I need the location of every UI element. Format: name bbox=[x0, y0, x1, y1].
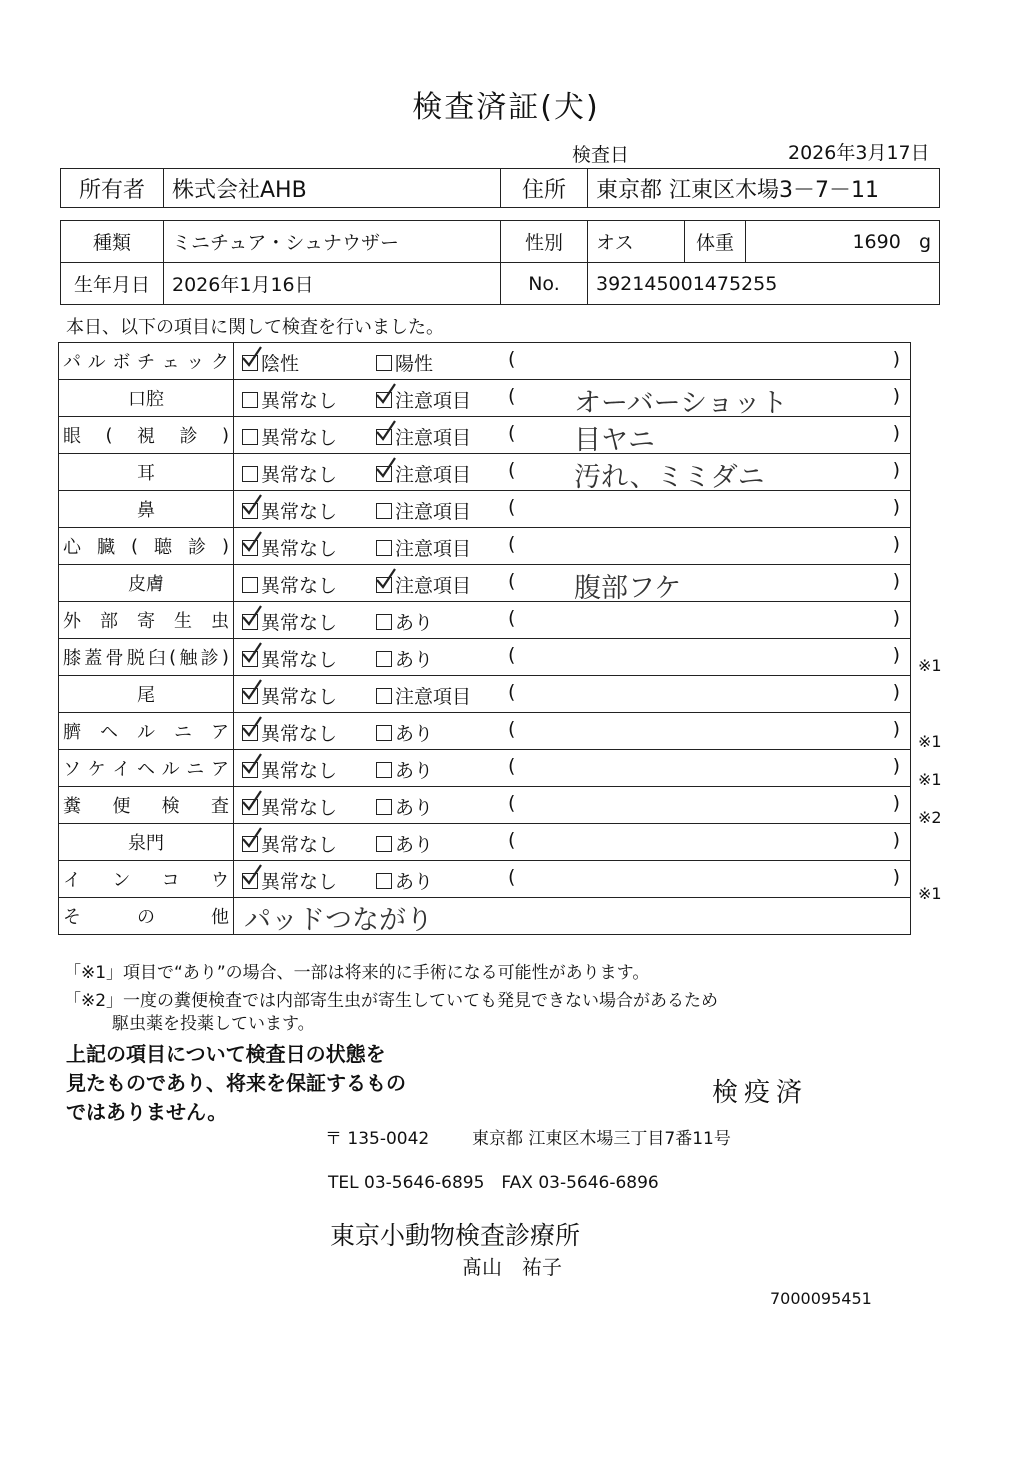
checkbox-icon bbox=[376, 836, 392, 852]
exam-item-result: 異常なし あり ( ) bbox=[234, 787, 911, 824]
clinic-name: 東京小動物検査診療所 bbox=[330, 1221, 581, 1250]
option-normal[interactable]: 異常なし bbox=[242, 386, 337, 413]
handwritten-note: 目ヤニ bbox=[574, 425, 655, 456]
other-row bbox=[59, 898, 911, 935]
intro-text: 本日、以下の項目に関して検査を行いました。 bbox=[66, 317, 444, 338]
checkbox-icon bbox=[376, 614, 392, 630]
option-attention[interactable]: 注意項目 bbox=[376, 423, 471, 450]
animal-table bbox=[60, 220, 940, 305]
checkbox-icon bbox=[376, 355, 392, 371]
option-normal[interactable]: 異常なし bbox=[242, 682, 337, 709]
check-mark-icon bbox=[375, 383, 397, 405]
checkbox-icon bbox=[242, 355, 258, 371]
exam-item-name: ソ ケ イ ヘ ル ニ ア bbox=[59, 750, 234, 787]
document-title: 検査済証(犬) bbox=[412, 90, 600, 125]
option-normal[interactable]: 異常なし bbox=[242, 719, 337, 746]
checkbox-icon bbox=[376, 392, 392, 408]
exam-item-name: 臍 ヘ ル ニ ア bbox=[59, 713, 234, 750]
option-attention[interactable]: 注意項目 bbox=[376, 571, 471, 598]
check-mark-icon bbox=[375, 420, 397, 442]
option-normal[interactable]: 異常なし bbox=[242, 534, 337, 561]
exam-item-name: パ ル ボ チ ェ ッ ク bbox=[59, 343, 234, 380]
statement-line-2: 見たものであり、将来を保証するもの bbox=[66, 1071, 406, 1095]
option-normal[interactable]: 異常なし bbox=[242, 793, 337, 820]
checkbox-icon bbox=[242, 614, 258, 630]
exam-item-row bbox=[59, 491, 911, 528]
exam-item-result: 異常なし 注意項目 ( 腹部フケ ) bbox=[234, 565, 911, 602]
checkbox-icon bbox=[376, 651, 392, 667]
option-normal[interactable]: 異常なし bbox=[242, 756, 337, 783]
document-code: 7000095451 bbox=[770, 1289, 872, 1308]
owner-label: 所有者 bbox=[61, 169, 164, 208]
sex-label: 性別 bbox=[501, 221, 588, 263]
checkbox-icon bbox=[376, 577, 392, 593]
weight-value: 1690 g bbox=[746, 221, 940, 263]
birth-label: 生年月日 bbox=[61, 263, 164, 305]
exam-item-row bbox=[59, 454, 911, 491]
checkbox-icon bbox=[242, 836, 258, 852]
exam-item-row bbox=[59, 380, 911, 417]
option-normal[interactable]: 異常なし bbox=[242, 497, 337, 524]
exam-item-name: 鼻 bbox=[59, 491, 234, 528]
exam-item-row bbox=[59, 824, 911, 861]
weight-label: 体重 bbox=[685, 221, 746, 263]
footnote-marker: ※1 bbox=[918, 770, 942, 789]
footnote-2b: 駆虫薬を投薬しています。 bbox=[112, 1014, 315, 1034]
postal-code: 〒 135-0042 bbox=[325, 1129, 430, 1149]
checkbox-icon bbox=[376, 503, 392, 519]
option-attention[interactable]: 注意項目 bbox=[376, 497, 471, 524]
option-normal[interactable]: 異常なし bbox=[242, 830, 337, 857]
checkbox-icon bbox=[376, 799, 392, 815]
option-normal[interactable]: 異常なし bbox=[242, 571, 337, 598]
option-attention[interactable]: 注意項目 bbox=[376, 460, 471, 487]
exam-item-result: 異常なし 注意項目 ( ) bbox=[234, 528, 911, 565]
exam-item-row bbox=[59, 787, 911, 824]
option-normal[interactable]: 異常なし bbox=[242, 867, 337, 894]
statement-line-3: ではありません。 bbox=[66, 1100, 228, 1124]
exam-item-row bbox=[59, 676, 911, 713]
exam-item-row bbox=[59, 565, 911, 602]
exam-item-row bbox=[59, 750, 911, 787]
exam-item-result: 異常なし あり ( ) bbox=[234, 602, 911, 639]
exam-items-table bbox=[58, 342, 911, 935]
other-note: パッドつながり bbox=[244, 905, 433, 936]
check-mark-icon bbox=[241, 605, 263, 627]
footnote-1: 「※1」項目で“あり”の場合、一部は将来的に手術になる可能性があります。 bbox=[64, 963, 650, 983]
breed-value: ミニチュア・シュナウザー bbox=[164, 221, 501, 263]
exam-date-label: 検査日 bbox=[572, 144, 630, 166]
exam-item-result: 異常なし 注意項目 ( ) bbox=[234, 676, 911, 713]
owner-table bbox=[60, 168, 940, 208]
exam-item-row bbox=[59, 602, 911, 639]
exam-item-result: 異常なし 注意項目 ( 目ヤニ ) bbox=[234, 417, 911, 454]
exam-item-result: 異常なし 注意項目 ( 汚れ、ミミダニ ) bbox=[234, 454, 911, 491]
option-attention[interactable]: 注意項目 bbox=[376, 682, 471, 709]
option-attention[interactable]: 注意項目 bbox=[376, 386, 471, 413]
birth-value: 2026年1月16日 bbox=[164, 263, 501, 305]
footnote-marker: ※1 bbox=[918, 884, 942, 903]
exam-item-name: 心 臓 ( 聴 診 ) bbox=[59, 528, 234, 565]
option-attention[interactable]: あり bbox=[376, 830, 433, 857]
checkbox-icon bbox=[242, 392, 258, 408]
option-attention[interactable]: 注意項目 bbox=[376, 534, 471, 561]
checkbox-icon bbox=[376, 762, 392, 778]
check-mark-icon bbox=[241, 679, 263, 701]
check-mark-icon bbox=[241, 531, 263, 553]
exam-item-name: 眼 ( 視 診 ) bbox=[59, 417, 234, 454]
checkbox-icon bbox=[376, 466, 392, 482]
exam-item-row bbox=[59, 343, 911, 380]
checkbox-icon bbox=[242, 762, 258, 778]
statement-line-1: 上記の項目について検査日の状態を bbox=[66, 1042, 386, 1066]
exam-item-row bbox=[59, 528, 911, 565]
no-value: 392145001475255 bbox=[588, 263, 940, 305]
check-mark-icon bbox=[241, 642, 263, 664]
check-mark-icon bbox=[241, 346, 263, 368]
check-mark-icon bbox=[241, 716, 263, 738]
footnote-marker: ※1 bbox=[918, 656, 942, 675]
option-normal[interactable]: 異常なし bbox=[242, 423, 337, 450]
checkbox-icon bbox=[242, 540, 258, 556]
check-mark-icon bbox=[241, 827, 263, 849]
option-attention[interactable]: あり bbox=[376, 867, 433, 894]
option-normal[interactable]: 異常なし bbox=[242, 460, 337, 487]
checkbox-icon bbox=[376, 688, 392, 704]
owner-value: 株式会社AHB bbox=[164, 169, 501, 208]
exam-item-row bbox=[59, 417, 911, 454]
checkbox-icon bbox=[242, 799, 258, 815]
exam-date: 2026年3月17日 bbox=[788, 142, 930, 164]
option-attention[interactable]: あり bbox=[376, 608, 433, 635]
exam-item-result: 異常なし あり ( ) bbox=[234, 713, 911, 750]
footnote-marker: ※2 bbox=[918, 808, 942, 827]
checkbox-icon bbox=[242, 429, 258, 445]
check-mark-icon bbox=[241, 864, 263, 886]
check-mark-icon bbox=[241, 494, 263, 516]
exam-item-name: 皮膚 bbox=[59, 565, 234, 602]
exam-item-row bbox=[59, 639, 911, 676]
exam-item-result: 異常なし 注意項目 ( オーバーショット ) bbox=[234, 380, 911, 417]
exam-item-result: 陰性 陽性 ( ) bbox=[234, 343, 911, 380]
exam-item-name: 外 部 寄 生 虫 bbox=[59, 602, 234, 639]
option-normal[interactable]: 異常なし bbox=[242, 608, 337, 635]
address-value: 東京都 江東区木場3－7－11 bbox=[588, 169, 940, 208]
doctor-name: 髙山 祐子 bbox=[462, 1255, 562, 1279]
exam-item-result: 異常なし あり ( ) bbox=[234, 639, 911, 676]
option-attention[interactable]: あり bbox=[376, 719, 433, 746]
exam-item-name: 泉門 bbox=[59, 824, 234, 861]
exam-item-name: 膝 蓋 骨 脱 臼 ( 触 診 ) bbox=[59, 639, 234, 676]
option-normal[interactable]: 異常なし bbox=[242, 645, 337, 672]
exam-item-name: 口腔 bbox=[59, 380, 234, 417]
option-attention[interactable]: 陽性 bbox=[376, 349, 433, 376]
exam-item-result: 異常なし 注意項目 ( ) bbox=[234, 491, 911, 528]
exam-item-name: 尾 bbox=[59, 676, 234, 713]
sex-value: オス bbox=[588, 221, 685, 263]
option-attention[interactable]: あり bbox=[376, 645, 433, 672]
checkbox-icon bbox=[242, 466, 258, 482]
check-mark-icon bbox=[375, 568, 397, 590]
checkbox-icon bbox=[242, 688, 258, 704]
tel-fax: TEL 03-5646-6895 FAX 03-5646-6896 bbox=[328, 1173, 659, 1193]
quarantine-stamp-text: 検疫済 bbox=[712, 1078, 809, 1108]
clinic-address: 東京都 江東区木場三丁目7番11号 bbox=[472, 1129, 731, 1149]
checkbox-icon bbox=[376, 429, 392, 445]
handwritten-note: オーバーショット bbox=[574, 388, 788, 419]
checkbox-icon bbox=[242, 577, 258, 593]
exam-item-row bbox=[59, 713, 911, 750]
footnote-marker: ※1 bbox=[918, 732, 942, 751]
checkbox-icon bbox=[242, 725, 258, 741]
checkbox-icon bbox=[242, 873, 258, 889]
checkbox-icon bbox=[242, 651, 258, 667]
checkbox-icon bbox=[376, 540, 392, 556]
option-normal[interactable]: 陰性 bbox=[242, 349, 299, 376]
option-attention[interactable]: あり bbox=[376, 793, 433, 820]
exam-item-name: 耳 bbox=[59, 454, 234, 491]
no-label: No. bbox=[501, 263, 588, 305]
check-mark-icon bbox=[375, 457, 397, 479]
other-label: そ の 他 bbox=[59, 898, 234, 935]
handwritten-note: 腹部フケ bbox=[574, 573, 682, 604]
exam-item-name: 糞 便 検 査 bbox=[59, 787, 234, 824]
breed-label: 種類 bbox=[61, 221, 164, 263]
check-mark-icon bbox=[241, 753, 263, 775]
exam-item-name: イ ン コ ウ bbox=[59, 861, 234, 898]
exam-item-result: 異常なし あり ( ) bbox=[234, 750, 911, 787]
footnote-2a: 「※2」一度の糞便検査では内部寄生虫が寄生していても発見できない場合があるため bbox=[64, 991, 719, 1011]
checkbox-icon bbox=[376, 725, 392, 741]
exam-item-result: 異常なし あり ( ) bbox=[234, 861, 911, 898]
option-attention[interactable]: あり bbox=[376, 756, 433, 783]
address-label: 住所 bbox=[501, 169, 588, 208]
exam-item-row bbox=[59, 861, 911, 898]
check-mark-icon bbox=[241, 790, 263, 812]
checkbox-icon bbox=[376, 873, 392, 889]
other-note-cell bbox=[234, 898, 911, 935]
checkbox-icon bbox=[242, 503, 258, 519]
exam-item-result: 異常なし あり ( ) bbox=[234, 824, 911, 861]
handwritten-note: 汚れ、ミミダニ bbox=[574, 462, 765, 493]
